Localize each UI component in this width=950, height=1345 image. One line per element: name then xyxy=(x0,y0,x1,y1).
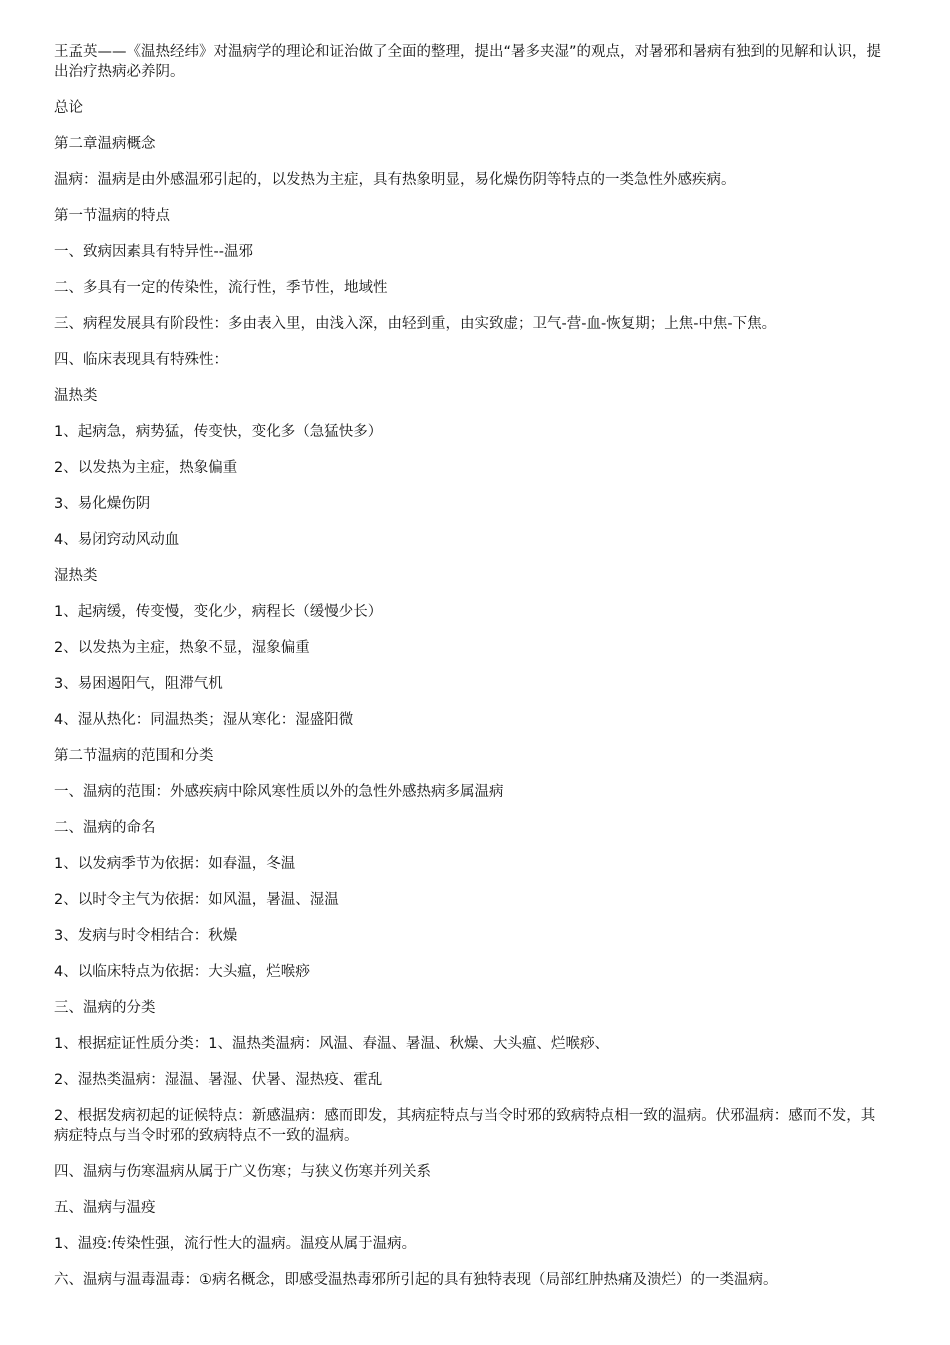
list-item: 三、温病的分类 xyxy=(54,1000,156,1016)
list-item: 五、温病与温疫 xyxy=(54,1200,156,1216)
list-item: 1、以发病季节为依据：如春温，冬温 xyxy=(54,856,296,872)
list-item: 4、易闭窍动风动血 xyxy=(54,532,180,548)
list-item: 二、温病的命名 xyxy=(54,820,156,836)
list-item: 4、以临床特点为依据：大头瘟，烂喉痧 xyxy=(54,964,310,980)
list-item: 1、温疫:传染性强，流行性大的温病。温疫从属于温病。 xyxy=(54,1236,417,1252)
chapter-heading: 第二章温病概念 xyxy=(54,136,156,152)
list-item: 4、湿从热化：同温热类；湿从寒化：湿盛阳微 xyxy=(54,712,354,728)
list-item: 一、致病因素具有特异性--温邪 xyxy=(54,244,253,260)
list-item: 1、起病急，病势猛，传变快，变化多（急猛快多） xyxy=(54,424,383,440)
list-item: 2、以发热为主症，热象偏重 xyxy=(54,460,238,476)
list-item: 3、发病与时令相结合：秋燥 xyxy=(54,928,238,944)
definition-paragraph: 温病：温病是由外感温邪引起的，以发热为主症，具有热象明显，易化燥伤阴等特点的一类急性外感疾病。 xyxy=(54,172,736,188)
list-item: 六、温病与温毒温毒：①病名概念，即感受温热毒邪所引起的具有独特表现（局部红肿热痛及溃烂）的一类温病。 xyxy=(54,1272,778,1288)
list-item: 2、湿热类温病：湿温、暑湿、伏暑、湿热疫、霍乱 xyxy=(54,1072,383,1088)
list-item: 四、临床表现具有特殊性： xyxy=(54,352,228,368)
section-heading: 第二节温病的范围和分类 xyxy=(54,748,214,764)
list-item: 1、起病缓，传变慢，变化少，病程长（缓慢少长） xyxy=(54,604,383,620)
list-item: 2、根据发病初起的证候特点：新感温病：感而即发，其病症特点与当令时邪的致病特点相一致的温病。伏邪温病：感而不发，其病症特点与当令时邪的致病特点不一致的温病。 xyxy=(54,1108,876,1144)
list-item: 1、根据症证性质分类：1、温热类温病：风温、春温、暑温、秋燥、大头瘟、烂喉痧、 xyxy=(54,1036,609,1052)
subheading: 温热类 xyxy=(54,388,98,404)
list-item: 三、病程发展具有阶段性：多由表入里，由浅入深，由轻到重，由实致虚；卫气-营-血-恢复期；上焦-中焦-下焦。 xyxy=(54,316,777,332)
subheading: 湿热类 xyxy=(54,568,98,584)
intro-paragraph: 王孟英——《温热经纬》对温病学的理论和证治做了全面的整理，提出“暑多夹湿”的观点，对暑邪和暑病有独到的见解和认识，提出治疗热病必养阴。 xyxy=(54,44,882,80)
list-item: 一、温病的范围：外感疾病中除风寒性质以外的急性外感热病多属温病 xyxy=(54,784,504,800)
section-heading: 第一节温病的特点 xyxy=(54,208,170,224)
list-item: 3、易化燥伤阴 xyxy=(54,496,151,512)
list-item: 四、温病与伤寒温病从属于广义伤寒；与狭义伤寒并列关系 xyxy=(54,1164,431,1180)
list-item: 3、易困遏阳气，阻滞气机 xyxy=(54,676,223,692)
section-heading-general: 总论 xyxy=(54,100,83,116)
list-item: 2、以时令主气为依据：如风温，暑温、湿温 xyxy=(54,892,339,908)
list-item: 2、以发热为主症，热象不显，湿象偏重 xyxy=(54,640,310,656)
list-item: 二、多具有一定的传染性，流行性，季节性，地域性 xyxy=(54,280,388,296)
